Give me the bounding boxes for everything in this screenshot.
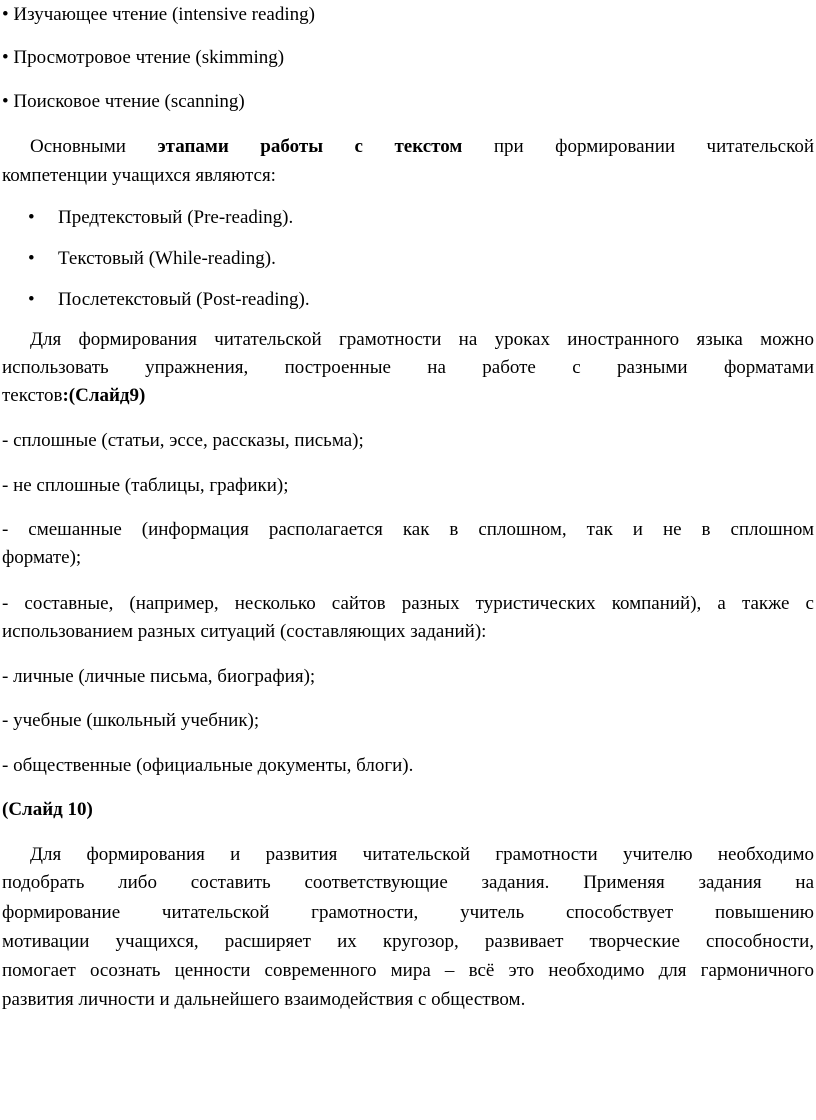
final-paragraph-line5: помогает осознать ценности современного мира – всё это необходимо для гармоничного [2,960,814,981]
final-paragraph-line3: формирование читательской грамотности, учитель способствует повышению [2,902,814,923]
format-item-educational: - учебные (школьный учебник); [2,710,260,731]
format-item-composite-line1: - составные, (например, несколько сайтов разных туристических компаний), а также с [2,593,814,614]
stages-intro-suffix: при формировании читательской [462,136,815,157]
stage-item-while-reading [28,246,276,272]
formats-intro-line2: использовать упражнения, построенные на работе с разными форматами [2,357,814,378]
stage-item-pre-reading [28,205,293,231]
format-item-mixed-line1: - смешанные (информация располагается как в сплошном, так и не в сплошном [2,519,814,540]
stages-intro-prefix: Основными [30,136,158,157]
bullet-icon: • [28,207,35,228]
final-paragraph-line1: Для формирования и развития читательской грамотности учителю необходимо [30,844,814,865]
stage-item-label: Послетекстовый (Post-reading). [58,289,310,310]
formats-intro-line3-prefix: текстов [2,385,63,406]
formats-intro-line1: Для формирования читательской грамотности на уроках иностранного языка можно [30,329,814,350]
slide10-label: (Слайд 10) [2,799,93,820]
stage-item-label: Предтекстовый (Pre-reading). [58,207,294,228]
final-paragraph-line6: развития личности и дальнейшего взаимодействия с обществом. [2,989,526,1010]
stage-item-post-reading [28,287,310,313]
format-item-public: - общественные (официальные документы, блоги). [2,755,414,776]
final-paragraph-line4: мотивации учащихся, расширяет их кругозор, развивает творческие способности, [2,931,814,952]
format-item-personal: - личные (личные письма, биография); [2,666,316,687]
bullet-icon: • [28,248,35,269]
format-item-continuous: - сплошные (статьи, эссе, рассказы, письма); [2,430,364,451]
stages-intro-bold: этапами работы с текстом [157,136,463,157]
reading-type-skimming: • Просмотровое чтение (skimming) [2,47,285,68]
format-item-non-continuous: - не сплошные (таблицы, графики); [2,475,289,496]
stages-intro-line1 [2,134,814,160]
slide9-label: :(Слайд9) [62,385,146,406]
formats-intro-line3 [2,383,145,409]
reading-type-intensive: • Изучающее чтение (intensive reading) [2,4,315,25]
stages-intro-line2: компетенции учащихся являются: [2,165,276,186]
bullet-icon: • [28,289,35,310]
format-item-mixed-line2: формате); [2,547,82,568]
final-paragraph-line2: подобрать либо составить соответствующие задания. Применяя задания на [2,872,814,893]
reading-type-scanning: • Поисковое чтение (scanning) [2,91,245,112]
stage-item-label: Текстовый (While-reading). [58,248,276,269]
format-item-composite-line2: использованием разных ситуаций (составляющих заданий): [2,621,487,642]
